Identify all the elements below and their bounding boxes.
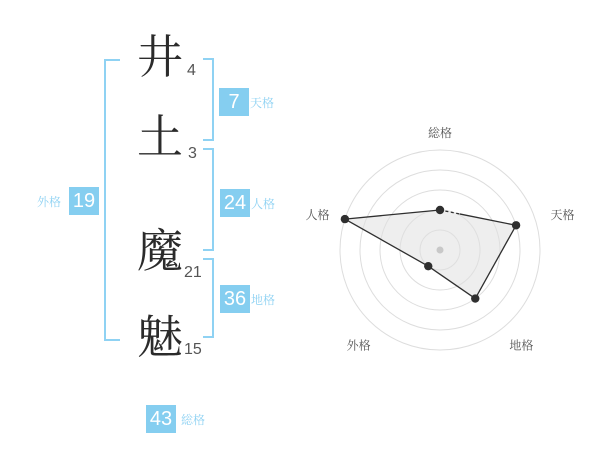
tenkaku-label: 天格 xyxy=(250,96,275,110)
chikaku-bracket xyxy=(203,258,214,338)
gaikaku-label: 外格 xyxy=(37,195,62,209)
stroke-count: 3 xyxy=(188,145,197,162)
stroke-count: 4 xyxy=(187,62,196,79)
chikaku-value-badge: 36 xyxy=(220,285,250,313)
radar-axis-label: 地格 xyxy=(509,338,534,353)
name-character: 魔 xyxy=(137,224,183,278)
radar-axis-label: 天格 xyxy=(550,208,575,223)
radar-chart xyxy=(290,90,600,380)
jinkaku-label: 人格 xyxy=(251,197,276,211)
gaikaku-bracket xyxy=(104,59,120,341)
radar-axis-label: 人格 xyxy=(305,208,330,223)
stroke-count: 21 xyxy=(184,264,202,281)
name-character: 魅 xyxy=(137,310,183,364)
radar-chart-svg xyxy=(290,90,600,380)
jinkaku-value-badge: 24 xyxy=(220,189,250,217)
jinkaku-bracket xyxy=(203,148,214,251)
name-character: 井 xyxy=(137,30,183,84)
gaikaku-value-badge: 19 xyxy=(69,187,99,215)
chikaku-label: 地格 xyxy=(251,293,276,307)
soukaku-label: 総格 xyxy=(181,413,206,427)
radar-axis-label: 総格 xyxy=(427,126,453,140)
name-character: 土 xyxy=(137,110,183,164)
radar-axis-label: 外格 xyxy=(346,338,371,353)
soukaku-value-badge: 43 xyxy=(146,405,176,433)
tenkaku-value-badge: 7 xyxy=(219,88,249,116)
stroke-count: 15 xyxy=(184,341,202,358)
tenkaku-bracket xyxy=(203,58,214,141)
